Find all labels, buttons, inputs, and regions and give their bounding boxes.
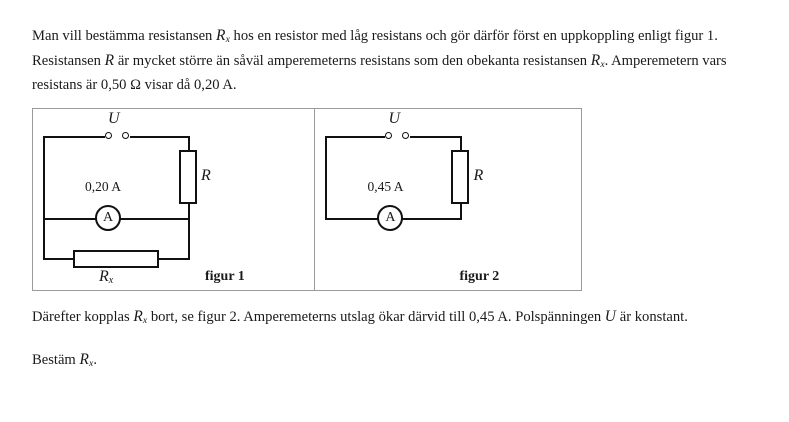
wire-top-right-2: [410, 136, 462, 138]
resistor-rx-symbol: [73, 250, 159, 268]
wire-top-right: [130, 136, 190, 138]
text-segment: Bestäm: [32, 351, 80, 368]
text-segment: Man vill bestämma resistansen: [32, 28, 217, 44]
wire-bottom-right: [158, 258, 190, 260]
ammeter-1-icon: [95, 205, 121, 231]
ammeter-2-icon: [377, 205, 403, 231]
math-symbol-rx-3: $R_x$: [133, 307, 148, 326]
label-source-u-1: U: [108, 109, 120, 127]
label-current-1: 0,20 A: [85, 178, 122, 194]
wire-left-vertical-2: [325, 136, 327, 220]
wire-top-left: [43, 136, 105, 138]
figure-2-caption: figur 2: [459, 268, 500, 284]
resistor-r-symbol-2: [451, 150, 469, 204]
figure-2: [315, 109, 581, 290]
math-symbol-rx: $R_x$: [216, 27, 230, 46]
wire-bottom-left: [43, 258, 74, 260]
label-resistor-rx: $R_x$: [99, 267, 114, 286]
text-segment: Därefter kopplas: [32, 308, 134, 325]
label-resistor-r-2: R: [473, 166, 484, 184]
problem-question: [32, 348, 759, 373]
math-symbol-r: R: [104, 51, 115, 69]
wire-right-upper-2: [460, 136, 462, 150]
terminal-right-icon: [122, 132, 129, 139]
label-resistor-r-1: R: [201, 166, 211, 184]
math-symbol-rx-4: $R_x$: [79, 350, 94, 369]
figure-1: [33, 109, 315, 290]
wire-top-left-2: [325, 136, 385, 138]
problem-statement-paragraph-2: [32, 305, 772, 330]
math-symbol-u: U: [604, 307, 617, 325]
terminal-right-2-icon: [402, 132, 409, 139]
math-symbol-rx-2: $R_x$: [590, 51, 605, 71]
problem-statement-paragraph-1: [32, 24, 780, 98]
text-segment: är konstant.: [616, 308, 688, 325]
text-segment: .: [93, 351, 97, 368]
text-segment: hos en resistor med låg resistans och gör därför först en uppkoppling enligt figur 1. Resistansen: [32, 28, 718, 69]
terminal-left-icon: [105, 132, 112, 139]
wire-right-lowest: [188, 218, 190, 260]
text-segment: är mycket större än såväl amperemeterns resistans som den obekanta resistansen: [114, 52, 591, 69]
resistor-r-symbol: [179, 150, 197, 204]
wire-left-lower: [43, 218, 45, 260]
ammeter-1-label: A: [102, 209, 114, 225]
figure-panel: [32, 108, 582, 291]
label-current-2: 0,45 A: [367, 178, 404, 194]
wire-left-vertical: [43, 136, 45, 220]
text-segment: . Amperemetern vars resistans är 0,50 Ω visar då 0,20 A.: [32, 52, 727, 93]
terminal-left-2-icon: [385, 132, 392, 139]
wire-right-upper: [188, 136, 190, 150]
text-segment: bort, se figur 2. Amperemeterns utslag ökar därvid till 0,45 A. Polspänningen: [147, 308, 605, 325]
label-source-u-2: U: [388, 109, 401, 127]
figure-1-caption: figur 1: [205, 268, 245, 284]
ammeter-2-label: A: [385, 209, 396, 225]
